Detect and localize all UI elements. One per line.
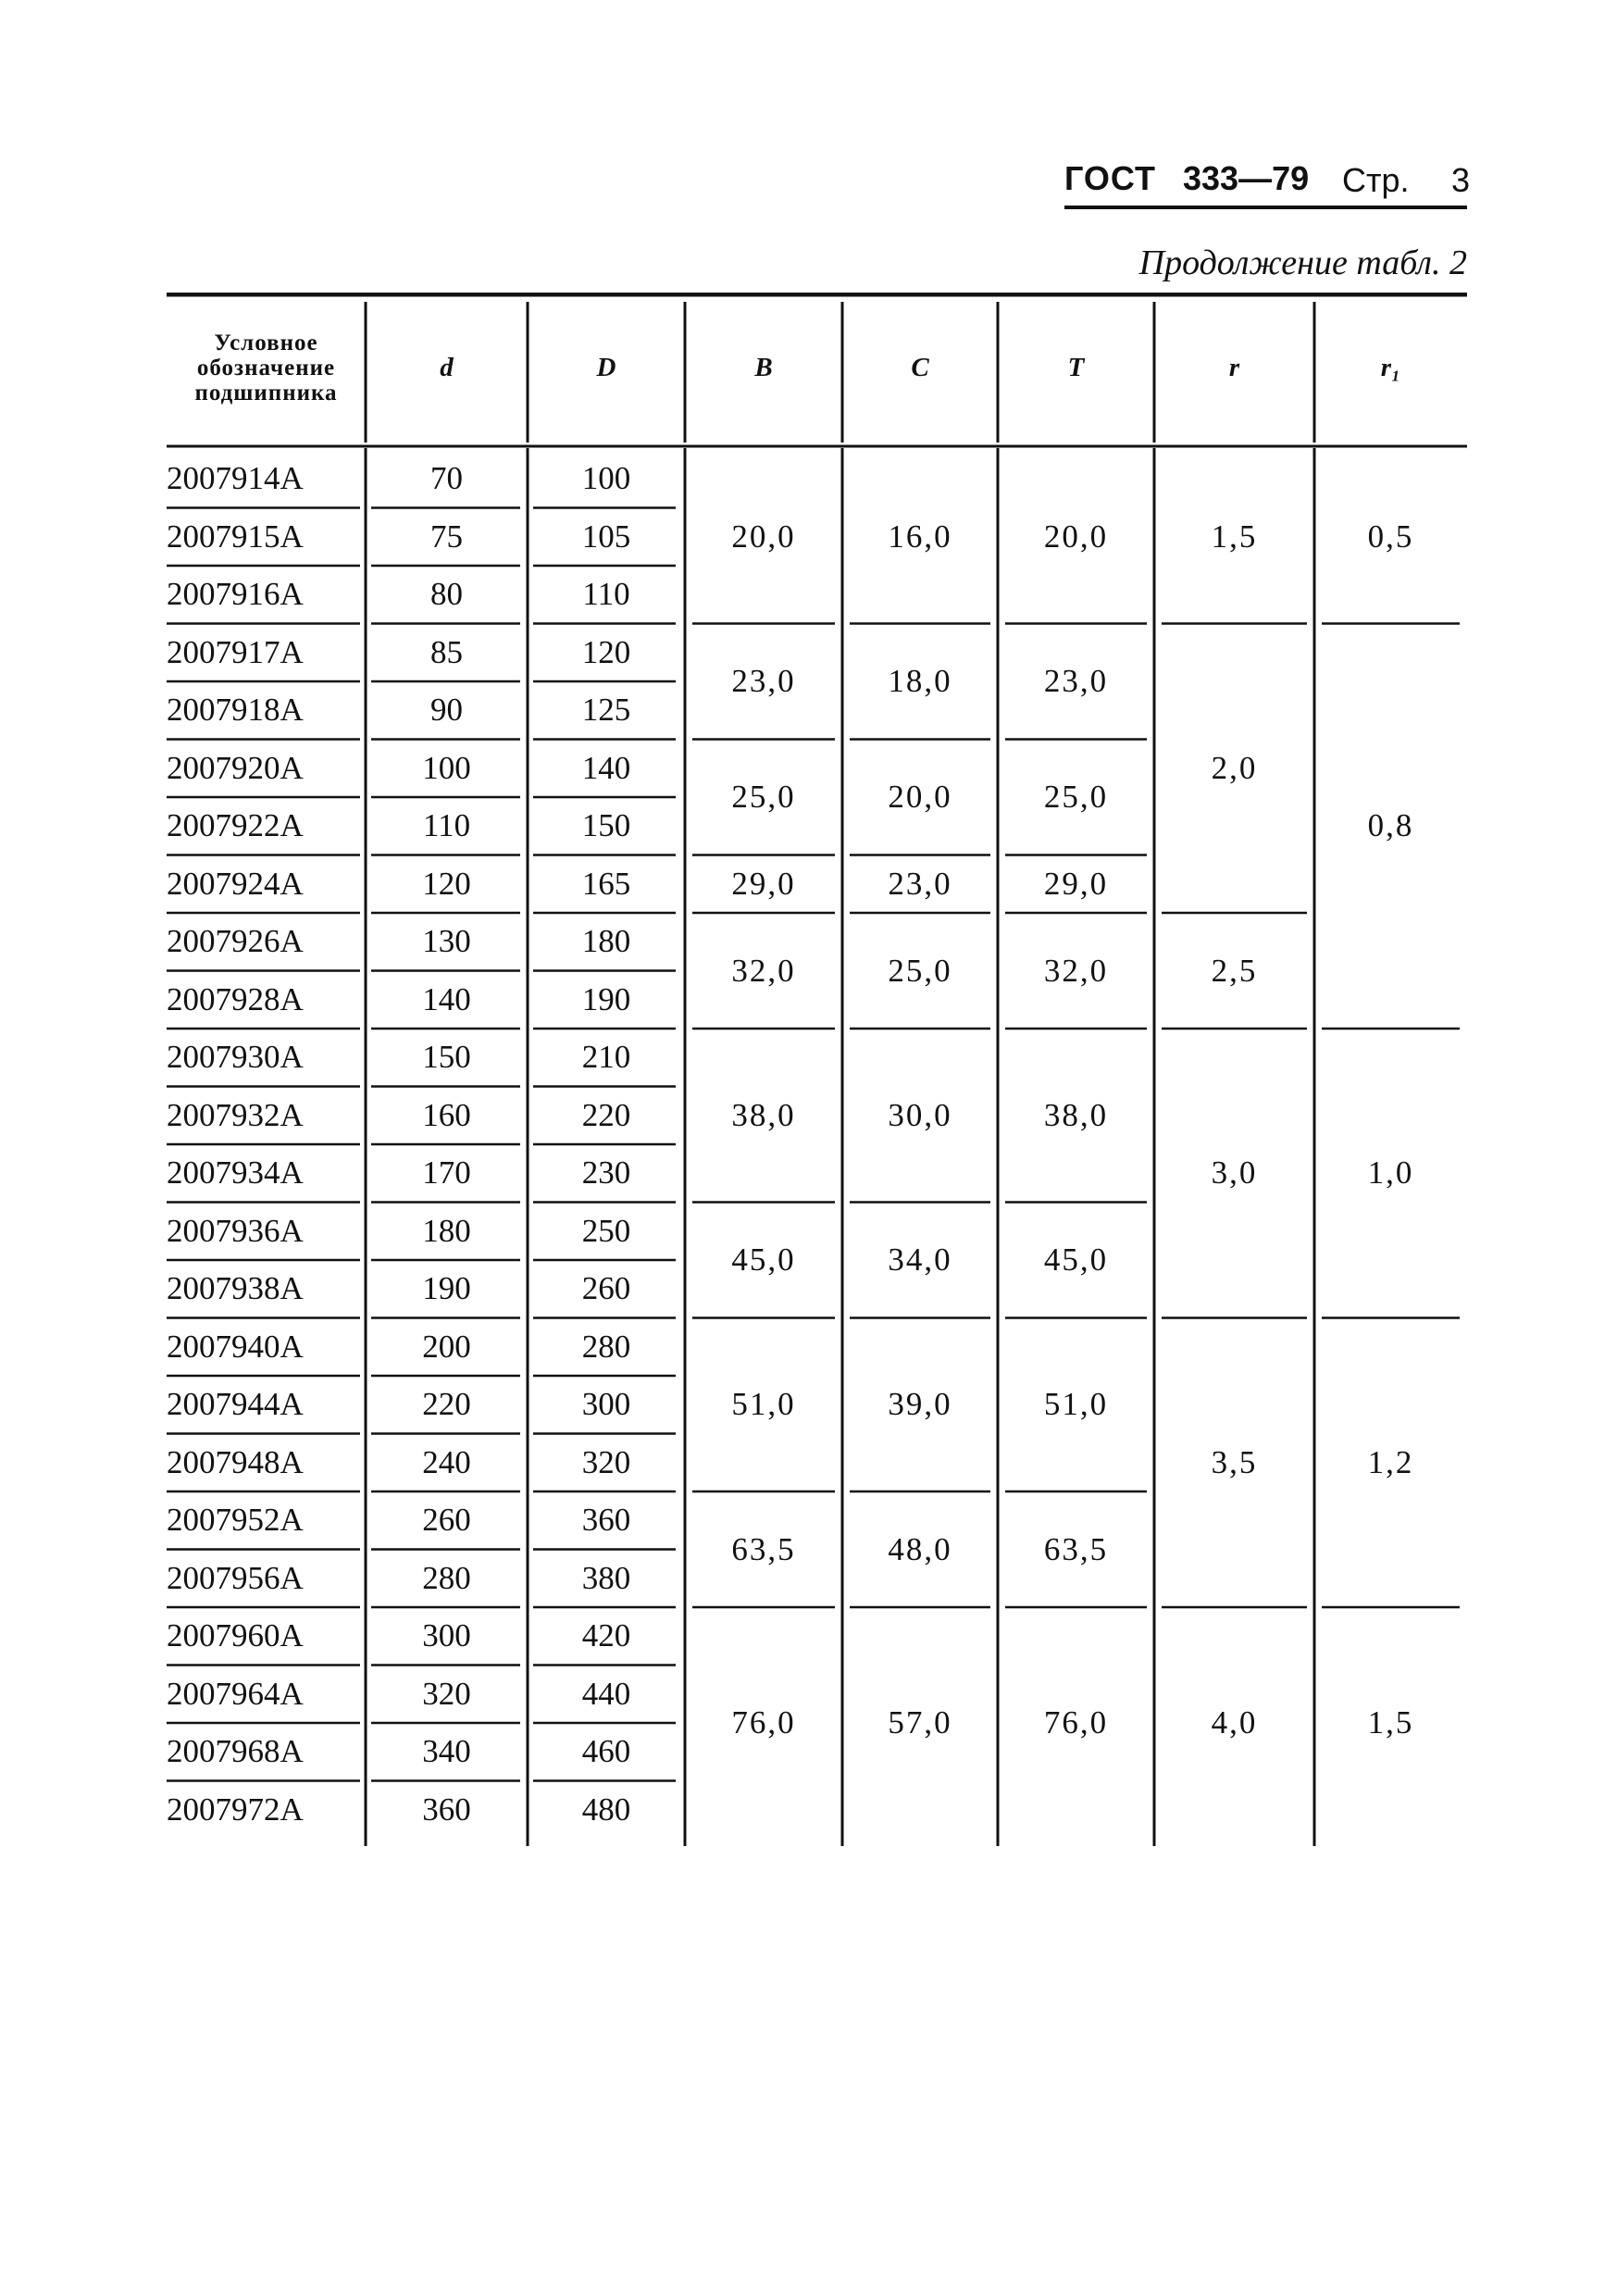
cell-d: 300 <box>422 1617 471 1654</box>
bearing-designation: 2007956А <box>167 1559 304 1596</box>
bearing-designation: 2007938А <box>167 1270 304 1307</box>
cell-d: 130 <box>422 923 471 960</box>
cell-D: 420 <box>581 1617 631 1654</box>
bearing-designation: 2007932А <box>167 1096 304 1133</box>
bearing-designation: 2007940А <box>167 1328 304 1365</box>
standard-name: ГОСТ <box>1064 159 1157 197</box>
cell-d: 75 <box>430 518 463 555</box>
bearing-designation: 2007930А <box>167 1039 304 1076</box>
cell-D: 460 <box>581 1733 631 1770</box>
cell-D: 380 <box>581 1559 631 1596</box>
cell-T: 32,0 <box>1043 952 1109 989</box>
cell-d: 200 <box>422 1328 471 1365</box>
cell-D: 300 <box>581 1386 631 1423</box>
cell-D: 260 <box>581 1270 631 1307</box>
cell-T: 51,0 <box>1043 1386 1109 1423</box>
cell-d: 160 <box>422 1096 471 1133</box>
header-T: T <box>1067 352 1085 382</box>
cell-B: 23,0 <box>731 663 796 699</box>
cell-D: 180 <box>581 923 631 960</box>
cell-r1: 1,5 <box>1367 1704 1414 1741</box>
cell-T: 20,0 <box>1043 518 1109 555</box>
cell-r1: 1,2 <box>1367 1443 1414 1480</box>
table-caption: Продолжение табл. 2 <box>1138 243 1467 282</box>
cell-C: 18,0 <box>888 663 952 699</box>
bearing-designation: 2007924А <box>167 865 304 902</box>
bearing-designation: 2007916А <box>167 576 304 613</box>
cell-r: 3,5 <box>1211 1443 1258 1480</box>
cell-B: 76,0 <box>731 1704 796 1741</box>
header-r: r <box>1228 352 1240 382</box>
cell-D: 190 <box>581 980 631 1017</box>
bearing-designation: 2007972А <box>167 1791 304 1828</box>
cell-B: 45,0 <box>731 1242 796 1278</box>
page-number: 3 <box>1451 161 1471 199</box>
cell-d: 280 <box>422 1559 471 1596</box>
cell-C: 57,0 <box>888 1704 952 1741</box>
cell-d: 90 <box>430 692 463 729</box>
cell-r: 1,5 <box>1211 518 1258 555</box>
cell-B: 29,0 <box>731 865 796 902</box>
cell-T: 23,0 <box>1043 663 1109 699</box>
cell-D: 100 <box>581 460 631 497</box>
bearing-designation: 2007917А <box>167 633 304 670</box>
cell-D: 105 <box>581 518 631 555</box>
cell-d: 320 <box>422 1675 471 1712</box>
cell-C: 34,0 <box>888 1242 952 1278</box>
page-label: Стр. <box>1342 161 1410 199</box>
cell-d: 140 <box>422 980 471 1017</box>
cell-D: 150 <box>581 807 631 844</box>
cell-d: 240 <box>422 1443 471 1480</box>
cell-r1: 1,0 <box>1367 1154 1414 1192</box>
cell-T: 63,5 <box>1043 1530 1109 1567</box>
cell-D: 220 <box>581 1096 631 1133</box>
cell-r: 2,0 <box>1211 749 1258 786</box>
bearing-designation: 2007915А <box>167 518 304 555</box>
header-r1: r₁ <box>1380 352 1401 382</box>
bearing-designation: 2007968А <box>167 1733 304 1770</box>
page-header <box>1064 159 1471 209</box>
bearing-designation: 2007944А <box>167 1386 304 1423</box>
cell-D: 480 <box>581 1791 631 1828</box>
cell-T: 45,0 <box>1043 1242 1109 1278</box>
cell-d: 190 <box>422 1270 471 1307</box>
cell-D: 125 <box>581 692 631 729</box>
header-designation: Условное обозначение подшипника <box>194 330 338 406</box>
bearing-dimensions-table <box>167 293 1467 1885</box>
bearing-designation: 2007914А <box>167 460 304 497</box>
cell-d: 100 <box>422 749 471 786</box>
cell-D: 210 <box>581 1039 631 1076</box>
cell-B: 32,0 <box>731 952 796 989</box>
bearing-designation: 2007964А <box>167 1675 304 1712</box>
bearing-designation: 2007918А <box>167 692 304 729</box>
bearing-designation: 2007936А <box>167 1212 304 1249</box>
cell-T: 29,0 <box>1043 865 1109 902</box>
header-B: B <box>754 352 773 382</box>
bearing-designation: 2007920А <box>167 749 304 786</box>
bearing-designation: 2007952А <box>167 1502 304 1539</box>
standard-number: 333—79 <box>1183 159 1310 197</box>
cell-d: 260 <box>422 1502 471 1539</box>
cell-C: 25,0 <box>888 952 952 989</box>
cell-d: 150 <box>422 1039 471 1076</box>
cell-d: 180 <box>422 1212 471 1249</box>
cell-r: 3,0 <box>1211 1154 1258 1192</box>
cell-d: 340 <box>422 1733 471 1770</box>
cell-d: 360 <box>422 1791 471 1828</box>
cell-d: 120 <box>422 865 471 902</box>
bearing-designation: 2007948А <box>167 1443 304 1480</box>
cell-D: 140 <box>581 749 631 786</box>
cell-C: 30,0 <box>888 1096 952 1133</box>
cell-B: 38,0 <box>731 1096 796 1133</box>
cell-C: 23,0 <box>888 865 952 902</box>
cell-D: 120 <box>581 633 631 670</box>
cell-r1: 0,8 <box>1367 807 1414 844</box>
cell-T: 38,0 <box>1043 1096 1109 1133</box>
cell-T: 76,0 <box>1043 1704 1109 1741</box>
cell-C: 20,0 <box>888 779 952 815</box>
header-D: D <box>596 352 616 382</box>
cell-B: 20,0 <box>731 518 796 555</box>
cell-C: 16,0 <box>888 518 952 555</box>
cell-r: 4,0 <box>1211 1704 1258 1741</box>
cell-D: 360 <box>581 1502 631 1539</box>
cell-d: 170 <box>422 1154 471 1192</box>
bearing-designation: 2007960А <box>167 1617 304 1654</box>
cell-C: 39,0 <box>888 1386 952 1423</box>
cell-B: 25,0 <box>731 779 796 815</box>
cell-D: 280 <box>581 1328 631 1365</box>
cell-D: 250 <box>581 1212 631 1249</box>
cell-d: 110 <box>422 807 471 844</box>
cell-d: 70 <box>430 460 463 497</box>
bearing-designation: 2007922А <box>167 807 304 844</box>
cell-d: 80 <box>430 576 463 613</box>
bearing-designation: 2007928А <box>167 980 304 1017</box>
cell-r1: 0,5 <box>1367 518 1414 555</box>
cell-D: 320 <box>581 1443 631 1480</box>
cell-B: 51,0 <box>731 1386 796 1423</box>
header-d: d <box>440 352 454 382</box>
cell-r: 2,5 <box>1211 952 1258 989</box>
cell-D: 110 <box>582 576 630 613</box>
header-C: C <box>911 352 929 382</box>
cell-C: 48,0 <box>888 1530 952 1567</box>
cell-T: 25,0 <box>1043 779 1109 815</box>
cell-B: 63,5 <box>731 1530 796 1567</box>
cell-D: 165 <box>581 865 631 902</box>
cell-D: 440 <box>581 1675 631 1712</box>
cell-d: 85 <box>430 633 463 670</box>
bearing-designation: 2007934А <box>167 1154 304 1192</box>
cell-D: 230 <box>581 1154 631 1192</box>
cell-d: 220 <box>422 1386 471 1423</box>
bearing-designation: 2007926А <box>167 923 304 960</box>
